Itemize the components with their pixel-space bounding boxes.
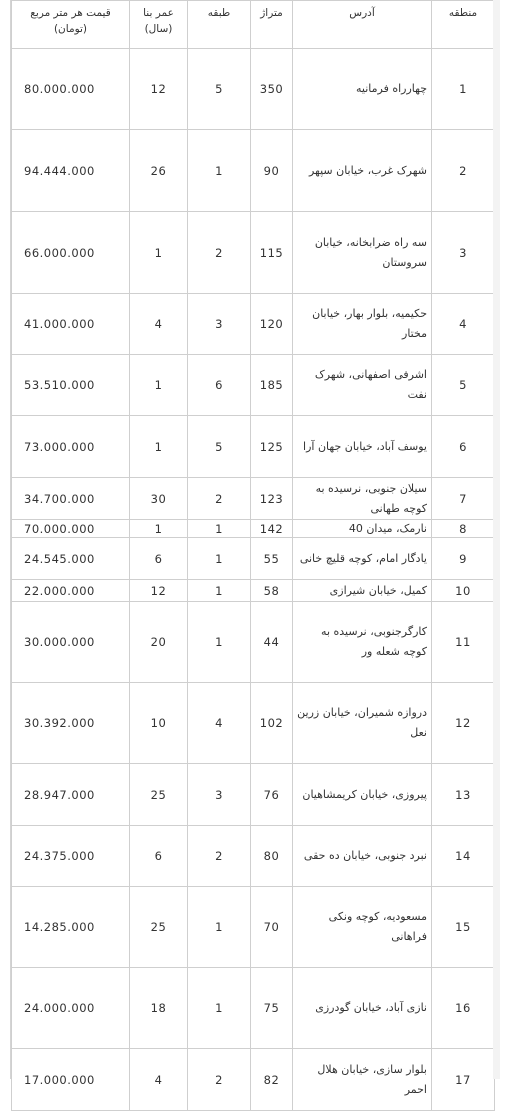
table-row [12, 968, 495, 1049]
cell-floor: 1 [188, 602, 251, 683]
cell-floor: 2 [188, 826, 251, 887]
cell-region: 12 [432, 683, 495, 764]
cell-price: 17.000.000 [12, 1049, 130, 1111]
cell-price: 24.000.000 [12, 968, 130, 1049]
cell-region: 16 [432, 968, 495, 1049]
cell-area: 75 [251, 968, 293, 1049]
cell-region: 3 [432, 212, 495, 294]
cell-floor: 4 [188, 683, 251, 764]
cell-floor: 1 [188, 538, 251, 580]
cell-floor: 1 [188, 968, 251, 1049]
cell-area: 82 [251, 1049, 293, 1111]
cell-age: 6 [130, 538, 188, 580]
cell-floor: 1 [188, 520, 251, 538]
cell-area: 125 [251, 416, 293, 478]
cell-floor: 6 [188, 355, 251, 416]
cell-age: 1 [130, 520, 188, 538]
cell-age: 18 [130, 968, 188, 1049]
cell-age: 1 [130, 416, 188, 478]
cell-area: 76 [251, 764, 293, 826]
table-row [12, 538, 495, 580]
cell-price: 14.285.000 [12, 887, 130, 968]
cell-age: 12 [130, 580, 188, 602]
table-row [12, 683, 495, 764]
cell-age: 26 [130, 130, 188, 212]
cell-price: 94.444.000 [12, 130, 130, 212]
cell-region: 8 [432, 520, 495, 538]
cell-address: نبرد جنوبی، خیابان ده حقی [293, 826, 432, 887]
cell-price: 80.000.000 [12, 49, 130, 130]
cell-floor: 1 [188, 887, 251, 968]
table-row [12, 580, 495, 602]
cell-area: 350 [251, 49, 293, 130]
cell-age: 20 [130, 602, 188, 683]
cell-region: 6 [432, 416, 495, 478]
cell-address: اشرفی اصفهانی، شهرک نفت [293, 355, 432, 416]
table-row [12, 887, 495, 968]
cell-price: 73.000.000 [12, 416, 130, 478]
cell-floor: 5 [188, 416, 251, 478]
cell-floor: 1 [188, 580, 251, 602]
table-header-row [12, 1, 495, 49]
header-price: قیمت هر متر مربع (تومان) [12, 1, 130, 49]
cell-price: 66.000.000 [12, 212, 130, 294]
cell-area: 123 [251, 478, 293, 520]
cell-area: 185 [251, 355, 293, 416]
table-row [12, 355, 495, 416]
cell-age: 4 [130, 294, 188, 355]
cell-region: 17 [432, 1049, 495, 1111]
cell-region: 4 [432, 294, 495, 355]
cell-floor: 2 [188, 1049, 251, 1111]
header-floor: طبقه [188, 1, 251, 49]
cell-area: 102 [251, 683, 293, 764]
cell-address: سیلان جنوبی، نرسیده به کوچه طهانی [293, 478, 432, 520]
cell-region: 11 [432, 602, 495, 683]
cell-price: 24.375.000 [12, 826, 130, 887]
table-body [12, 1, 495, 1111]
header-region: منطقه [432, 1, 495, 49]
cell-address: شهرک غرب، خیابان سپهر [293, 130, 432, 212]
cell-age: 6 [130, 826, 188, 887]
cell-price: 30.392.000 [12, 683, 130, 764]
cell-floor: 1 [188, 130, 251, 212]
cell-age: 30 [130, 478, 188, 520]
table-row [12, 416, 495, 478]
table-row [12, 212, 495, 294]
cell-area: 55 [251, 538, 293, 580]
cell-address: بلوار سازی، خیابان هلال احمر [293, 1049, 432, 1111]
cell-age: 1 [130, 355, 188, 416]
cell-address: سه راه ضرابخانه، خیابان سروستان [293, 212, 432, 294]
cell-area: 80 [251, 826, 293, 887]
cell-region: 1 [432, 49, 495, 130]
table-row [12, 49, 495, 130]
price-table-container [10, 0, 494, 1096]
cell-region: 14 [432, 826, 495, 887]
cell-area: 120 [251, 294, 293, 355]
cell-floor: 2 [188, 478, 251, 520]
cell-region: 9 [432, 538, 495, 580]
cell-address: مسعودیه، کوچه ونکی فراهانی [293, 887, 432, 968]
cell-address: حکیمیه، بلوار بهار، خیابان مختار [293, 294, 432, 355]
cell-price: 70.000.000 [12, 520, 130, 538]
cell-age: 12 [130, 49, 188, 130]
cell-region: 5 [432, 355, 495, 416]
price-table [11, 0, 495, 1111]
cell-address: چهارراه فرمانیه [293, 49, 432, 130]
cell-price: 22.000.000 [12, 580, 130, 602]
cell-region: 7 [432, 478, 495, 520]
cell-address: یادگار امام، کوچه قلیچ خانی [293, 538, 432, 580]
cell-price: 34.700.000 [12, 478, 130, 520]
table-row [12, 826, 495, 887]
cell-area: 70 [251, 887, 293, 968]
cell-age: 10 [130, 683, 188, 764]
cell-floor: 3 [188, 294, 251, 355]
cell-price: 30.000.000 [12, 602, 130, 683]
cell-price: 53.510.000 [12, 355, 130, 416]
cell-area: 44 [251, 602, 293, 683]
cell-address: نارمک، میدان 40 [293, 520, 432, 538]
cell-age: 4 [130, 1049, 188, 1111]
cell-price: 41.000.000 [12, 294, 130, 355]
cell-region: 13 [432, 764, 495, 826]
table-row [12, 520, 495, 538]
cell-address: کمیل، خیابان شیرازی [293, 580, 432, 602]
cell-floor: 3 [188, 764, 251, 826]
cell-address: پیروزی، خیابان کریمشاهیان [293, 764, 432, 826]
table-row [12, 478, 495, 520]
cell-floor: 2 [188, 212, 251, 294]
table-row [12, 294, 495, 355]
table-row [12, 130, 495, 212]
cell-price: 28.947.000 [12, 764, 130, 826]
cell-price: 24.545.000 [12, 538, 130, 580]
cell-area: 142 [251, 520, 293, 538]
table-row [12, 764, 495, 826]
cell-address: یوسف آباد، خیابان جهان آرا [293, 416, 432, 478]
cell-address: کارگرجنوبی، نرسیده به کوچه شعله ور [293, 602, 432, 683]
cell-region: 2 [432, 130, 495, 212]
cell-age: 25 [130, 887, 188, 968]
cell-address: نازی آباد، خیابان گودرزی [293, 968, 432, 1049]
table-row [12, 1049, 495, 1111]
cell-region: 10 [432, 580, 495, 602]
cell-region: 15 [432, 887, 495, 968]
cell-age: 25 [130, 764, 188, 826]
cell-area: 90 [251, 130, 293, 212]
cell-address: دروازه شمیران، خیابان زرین نعل [293, 683, 432, 764]
cell-floor: 5 [188, 49, 251, 130]
table-row [12, 602, 495, 683]
header-area: متراژ [251, 1, 293, 49]
scrollbar[interactable] [493, 0, 500, 1079]
header-address: آدرس [293, 1, 432, 49]
cell-area: 58 [251, 580, 293, 602]
cell-age: 1 [130, 212, 188, 294]
cell-area: 115 [251, 212, 293, 294]
header-age: عمر بنا (سال) [130, 1, 188, 49]
